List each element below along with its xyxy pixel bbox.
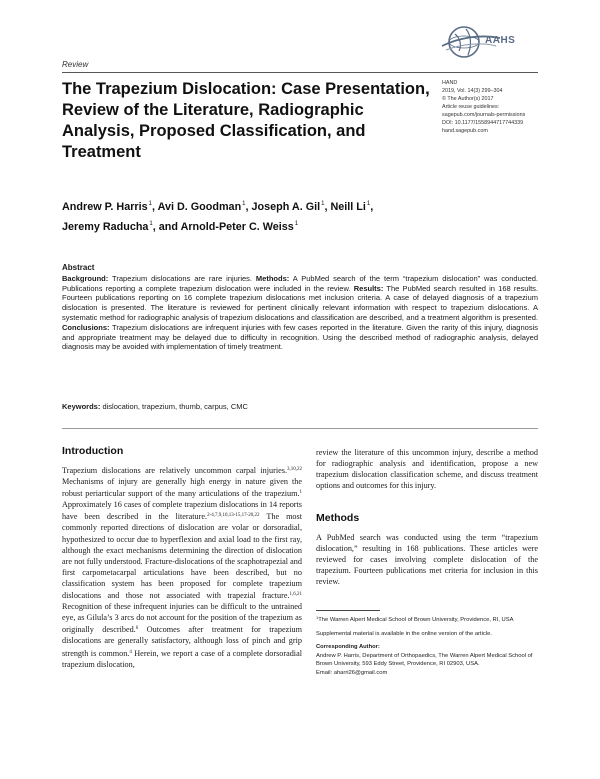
citation-ref[interactable]: 4 xyxy=(129,649,132,655)
header-rule xyxy=(62,72,538,73)
citation-ref[interactable]: 2-4,7,9,10,13-15,17-20,22 xyxy=(207,513,260,519)
permissions-link[interactable]: sagepub.com/journals-permissions xyxy=(442,112,526,118)
abstract xyxy=(62,263,538,352)
article-title: The Trapezium Dislocation: Case Presentation, Review of the Literature, Radiographic Analysis, Proposed Classification, and Treatment xyxy=(62,80,430,161)
methods-heading: Methods xyxy=(316,512,360,524)
corresponding-author: Andrew P. Harris, Department of Orthopaedics, The Warren Alpert Medical School of Brown University, 593 Eddy Street, Providence, RI 02903, USA. xyxy=(316,652,533,668)
journal-info xyxy=(442,79,552,135)
introduction-continued: review the literature of this uncommon injury, describe a method for radiographic analysis and identification, propose a new trapezium dislocation classification scheme, and discuss treatment options and outcomes for this injury. xyxy=(316,448,538,491)
citation-ref[interactable]: 1 xyxy=(299,490,302,496)
citation-ref[interactable]: 1,6,21 xyxy=(289,592,302,598)
footnote-rule xyxy=(316,610,380,611)
section-label: Review xyxy=(62,60,89,69)
abstract-heading: Abstract xyxy=(62,263,95,272)
abstract-body: Background: Trapezium dislocations are rare injuries. Methods: A PubMed search of the term “trapezium dislocation” was conducted. Publications reporting a complete trapezium dislocation were included in the review. Results: The PubMed search resulted in 168 results. Fourteen publications reporting on 16 complete trapezium dislocations met inclusion criteria. A case of delayed diagnosis of a trapezium dislocation is presented. The literature is reviewed for pertinent clinically relevant information with respect to trapezium dislocations. A systematic method for radiographic analysis of trapezium dislocations and classification are described, and a treatment algorithm is presented. Conclusions: Trapezium dislocations are infrequent injuries with few cases reported in the literature. Given the rarity of this injury, diagnosis and appropriate treatment may be delayed due to difficulty in recognition. Using the described method of radiographic analysis, delayed diagnosis may be avoided with implementation of timely treatment. xyxy=(62,273,539,352)
section-divider xyxy=(62,428,538,429)
affiliation-note: $^1$The Warren Alpert Medical School of Brown University, Providence, RI, USA xyxy=(316,615,514,623)
author: Neill Li$^1$, xyxy=(330,201,374,213)
journal-name: HAND xyxy=(442,80,458,86)
introduction-heading: Introduction xyxy=(62,445,124,457)
author: Joseph A. Gil$^1$, xyxy=(251,201,331,213)
footnotes xyxy=(316,614,538,678)
supplemental-note: Supplemental material is available in the online version of the article. xyxy=(316,630,492,637)
author: Andrew P. Harris$^1$, xyxy=(62,201,158,213)
logo-text: AAHS xyxy=(485,35,516,46)
journal-citation: 2019, Vol. 14(3) 299–304 xyxy=(442,88,503,94)
doi[interactable]: DOI: 10.1177/1558944717744339 xyxy=(442,120,524,126)
author: Jeremy Raducha$^1$, and xyxy=(62,221,181,233)
keywords: Keywords: dislocation, trapezium, thumb, carpus, CMC xyxy=(62,402,248,411)
reuse-guidelines: Article reuse guidelines: xyxy=(442,104,500,110)
author: Arnold-Peter C. Weiss$^1$ xyxy=(180,221,299,233)
author-email[interactable]: Email: aharri26@gmail.com xyxy=(316,669,388,676)
aahs-logo xyxy=(438,20,538,64)
citation-ref[interactable]: 3,10,22 xyxy=(287,467,302,472)
author-list xyxy=(62,196,492,236)
introduction-text: Trapezium dislocations are relatively uncommon carpal injuries.$^{3,10,22}$ Mechanisms of injury are generally high energy in nature given the robust periarticular support of the many articulations of the trapezium.$^1$ Approximately 16 cases of complete trapezium dislocations in 14 reports have been described in the literature.$^{2-4,7,9,10,13-15,17-20,22}$ The most commonly reported directions of dislocation are volar or dorsoradial, hypothesized to occur due to hyperflexion and axial load to the first ray, although the exact mechanisms determining the direction of dislocation are not fully understood. Fracture-dislocations of the scaphotrapezial and first carpometacarpal articulations have been described, but no classification system has been proposed for complete trapezium dislocations and those not associated with trapezial fracture.$^{1,6,21}$ Recognition of these infrequent injuries can be difficult to the untrained eye, as Gilula’s 3 arcs do not account for the position of the trapezium as originally described.$^6$ Outcomes after treatment for trapezium dislocations are generally satisfactory, although loss of pinch and grip strength is common.$^4$ Herein, we report a case of a complete dorsoradial trapezium dislocation, xyxy=(62,466,302,669)
citation-ref[interactable]: 6 xyxy=(135,626,139,632)
corresponding-author-label: Corresponding Author: xyxy=(316,644,380,651)
journal-site[interactable]: hand.sagepub.com xyxy=(442,128,488,134)
author: Avi D. Goodman$^1$, xyxy=(157,201,252,213)
copyright: © The Author(s) 2017 xyxy=(442,96,494,102)
methods-text: A PubMed search was conducted using the term “trapezium dislocation,” resulting in 168 publications. These articles were reviewed for cases involving complete dislocation of the trapezium. Fourteen publications met criteria for inclusion in this review. xyxy=(316,533,538,587)
